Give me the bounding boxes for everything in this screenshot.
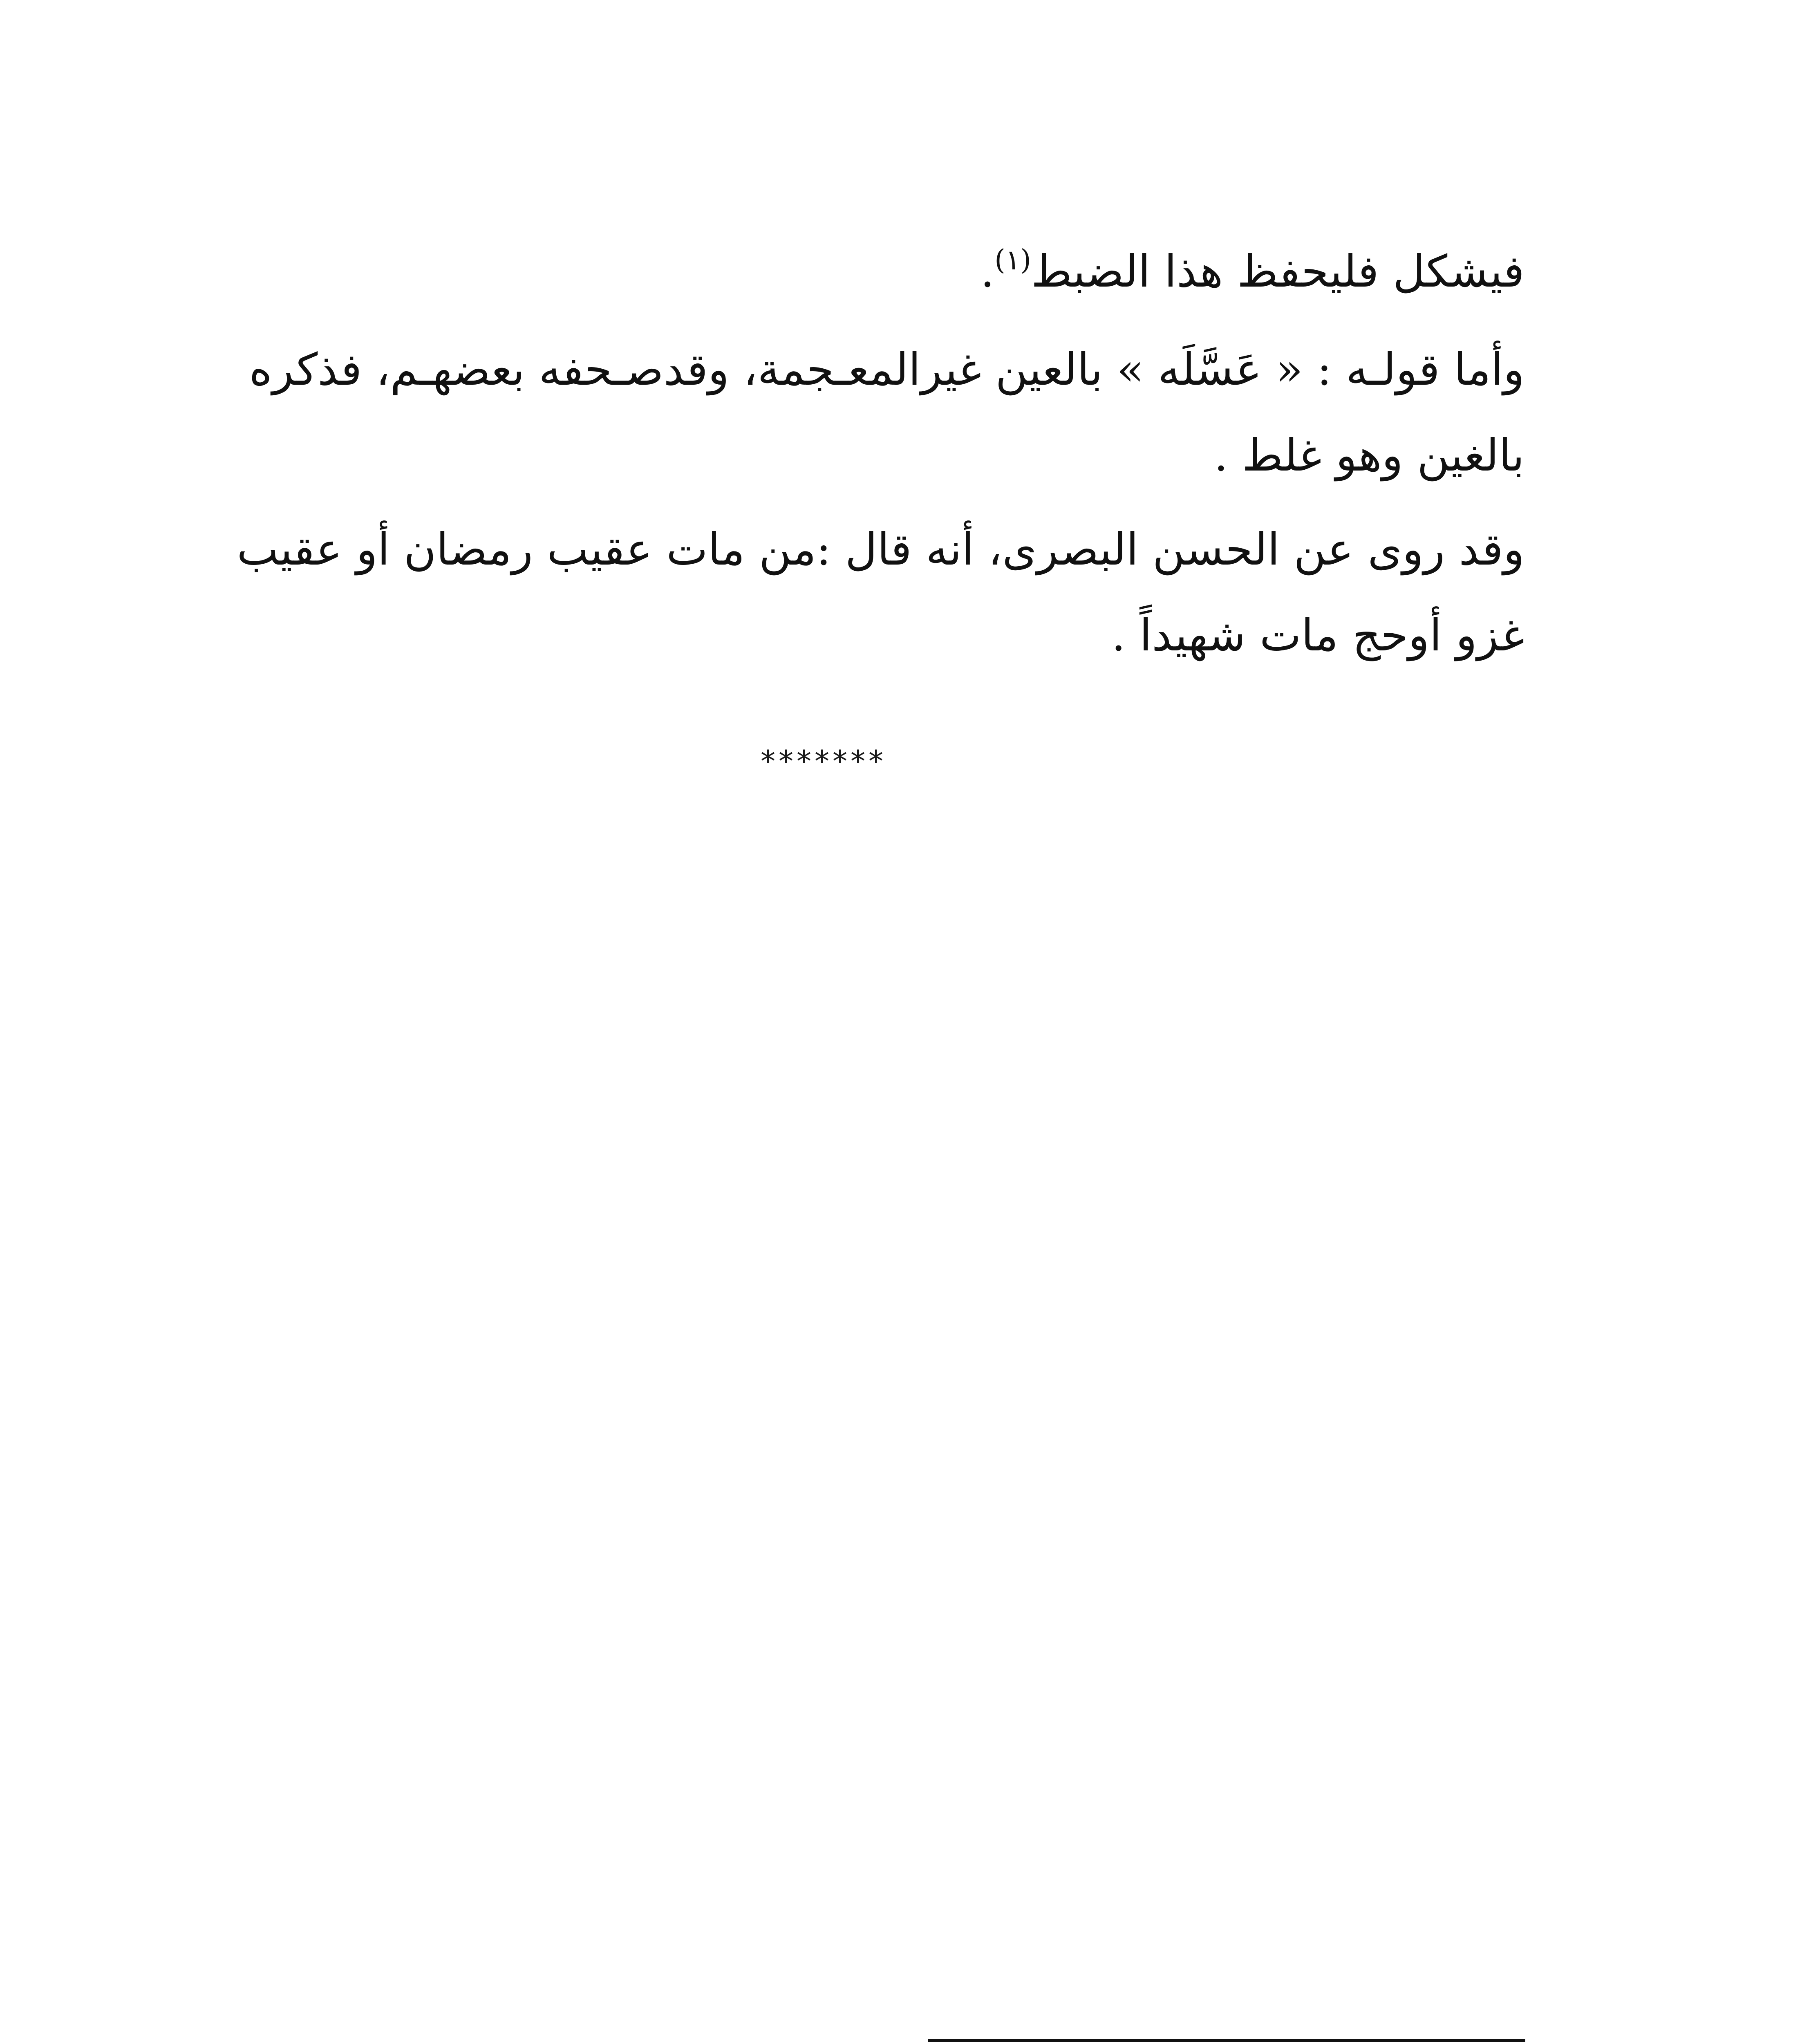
body-line-3: بالغين وهو غلط . <box>1214 430 1524 481</box>
body-line-2: وأما قولـه : « عَسَّلَه » بالعين غيرالمعـجمة، وقدصـحفه بعضهـم، فذكره <box>249 344 1524 395</box>
footnote-reference: (١) <box>994 244 1031 276</box>
body-line-4: وقد روى عن الحسن البصرى، أنه قال :من مات عقيب رمضان أو عقيب <box>237 524 1524 575</box>
section-separator: ******* <box>761 744 886 778</box>
body-line-5: غزو أوحج مات شهيداً . <box>1111 610 1524 661</box>
body-line-1 <box>286 229 1524 315</box>
body-line-1-text: فيشكل فليحفظ هذا الضبط <box>1031 246 1524 297</box>
body-line-1-end: . <box>980 246 995 297</box>
footnote-rule <box>928 2039 1525 2042</box>
